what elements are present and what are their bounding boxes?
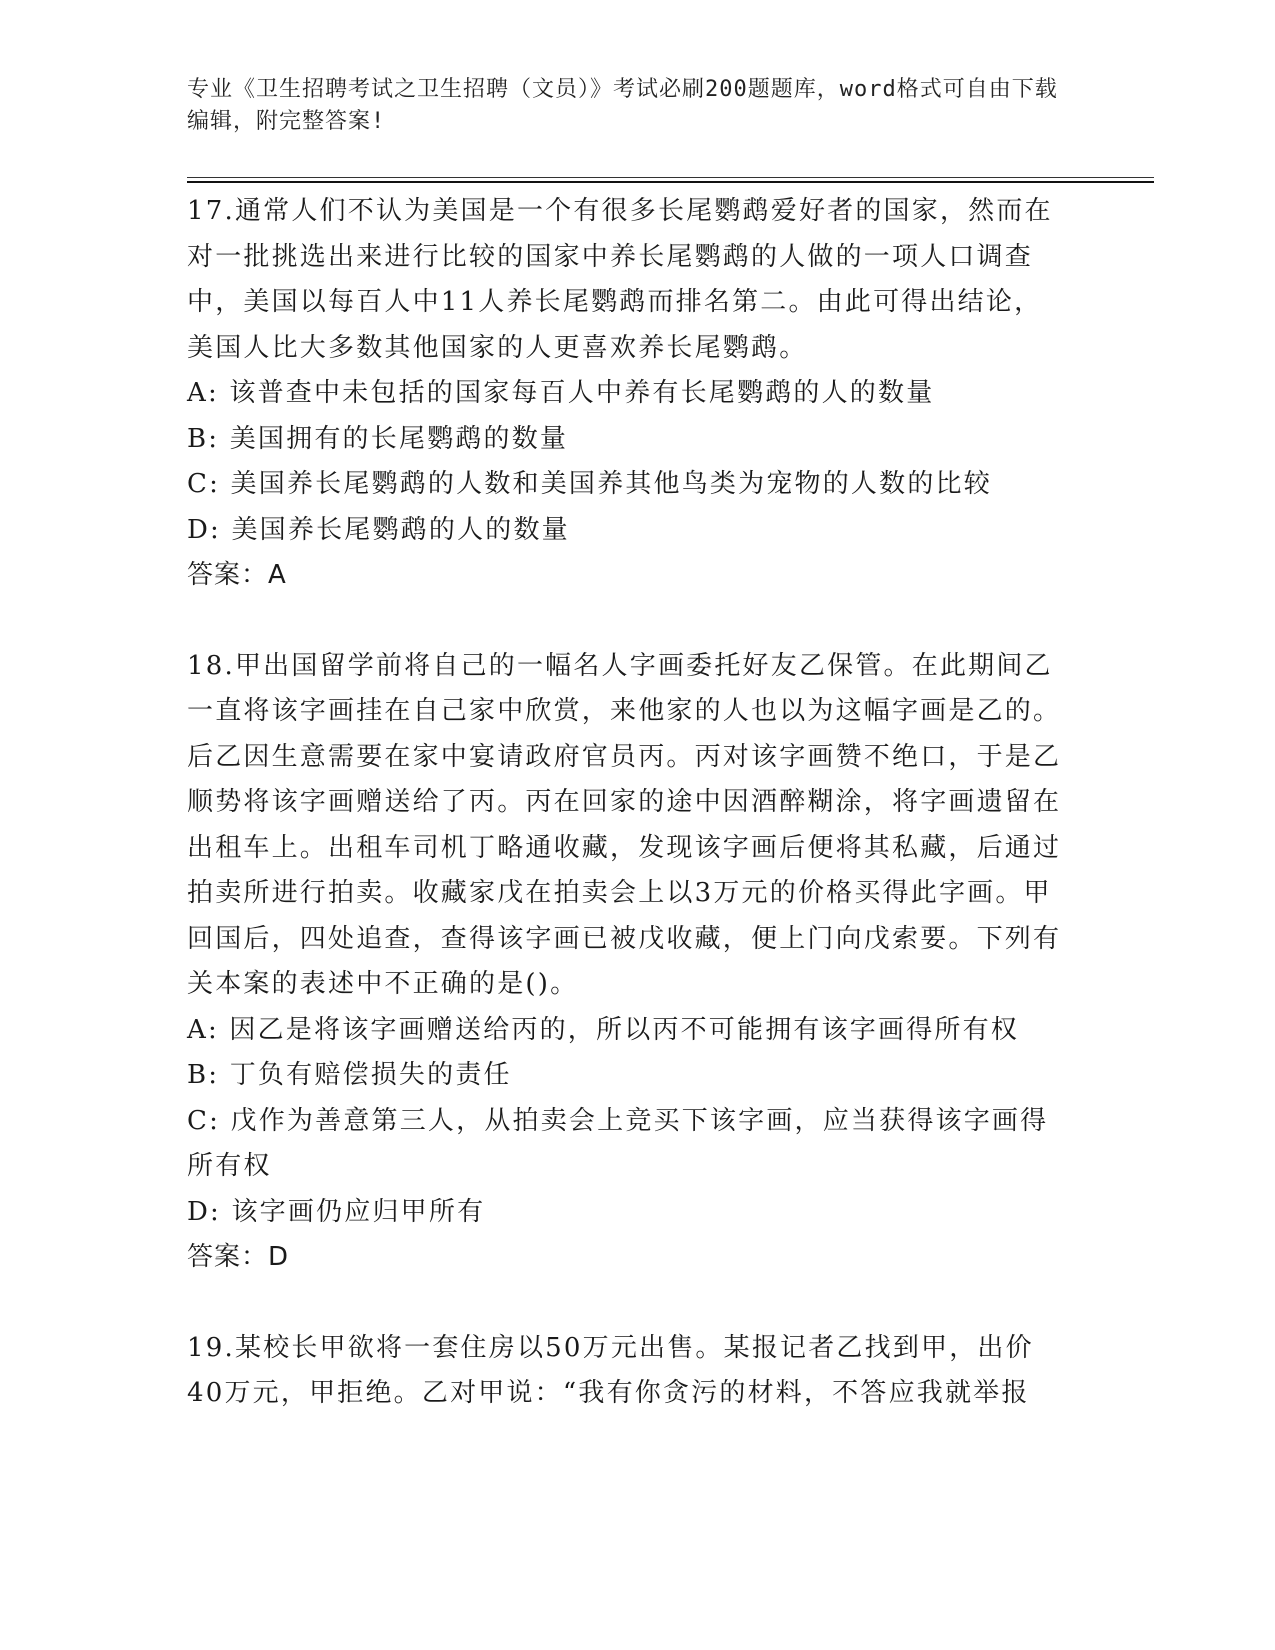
option-c: C: 戊作为善意第三人，从拍卖会上竞买下该字画，应当获得该字画得所有权: [187, 1105, 1049, 1181]
header-divider-thick: [187, 181, 1154, 183]
question-18: [187, 644, 1067, 1281]
option-d: D: 该字画仍应归甲所有: [187, 1196, 486, 1227]
question-stem: 18.甲出国留学前将自己的一幅名人字画委托好友乙保管。在此期间乙一直将该字画挂在自己家中欣赏，来他家的人也以为这幅字画是乙的。后乙因生意需要在家中宴请政府官员丙。丙对该字画赞不绝口，于是乙顺势将该字画赠送给了丙。丙在回家的途中因酒醉糊涂，将字画遗留在出租车上。出租车司机丁略通收藏，发现该字画后便将其私藏，后通过拍卖所进行拍卖。收藏家戊在拍卖会上以3万元的价格买得此字画。甲回国后，四处追查，查得该字画已被戊收藏，便上门向戊索要。下列有关本案的表述中不正确的是()。: [187, 650, 1062, 999]
option-b: B: 丁负有赔偿损失的责任: [187, 1060, 512, 1090]
question-17: [187, 189, 1067, 599]
option-a: A: 因乙是将该字画赠送给丙的，所以丙不可能拥有该字画得所有权: [187, 1014, 1020, 1045]
question-stem: 19.某校长甲欲将一套住房以50万元出售。某报记者乙找到甲，出价40万元，甲拒绝。乙对甲说：“我有你贪污的材料，不答应我就举报: [187, 1332, 1034, 1408]
answer-line: 答案：A: [187, 560, 287, 590]
answer-line: 答案：D: [187, 1242, 290, 1272]
option-c: C: 美国养长尾鹦鹉的人数和美国养其他鸟类为宠物的人数的比较: [187, 469, 992, 499]
option-b: B: 美国拥有的长尾鹦鹉的数量: [187, 423, 569, 454]
header-divider-thin: [187, 177, 1154, 178]
question-list: [187, 189, 1067, 1462]
option-a: A: 该普查中未包括的国家每百人中养有长尾鹦鹉的人的数量: [187, 378, 935, 408]
question-19: [187, 1326, 1067, 1417]
document-header: 专业《卫生招聘考试之卫生招聘（文员）》考试必刷200题题库，word格式可自由下载编辑，附完整答案!: [187, 77, 1058, 134]
question-stem: 17.通常人们不认为美国是一个有很多长尾鹦鹉爱好者的国家，然而在对一批挑选出来进行比较的国家中养长尾鹦鹉的人做的一项人口调查中，美国以每百人中11人养长尾鹦鹉而排名第二。由此可得出结论，美国人比大多数其他国家的人更喜欢养长尾鹦鹉。: [187, 196, 1053, 363]
option-d: D: 美国养长尾鹦鹉的人的数量: [187, 514, 570, 545]
